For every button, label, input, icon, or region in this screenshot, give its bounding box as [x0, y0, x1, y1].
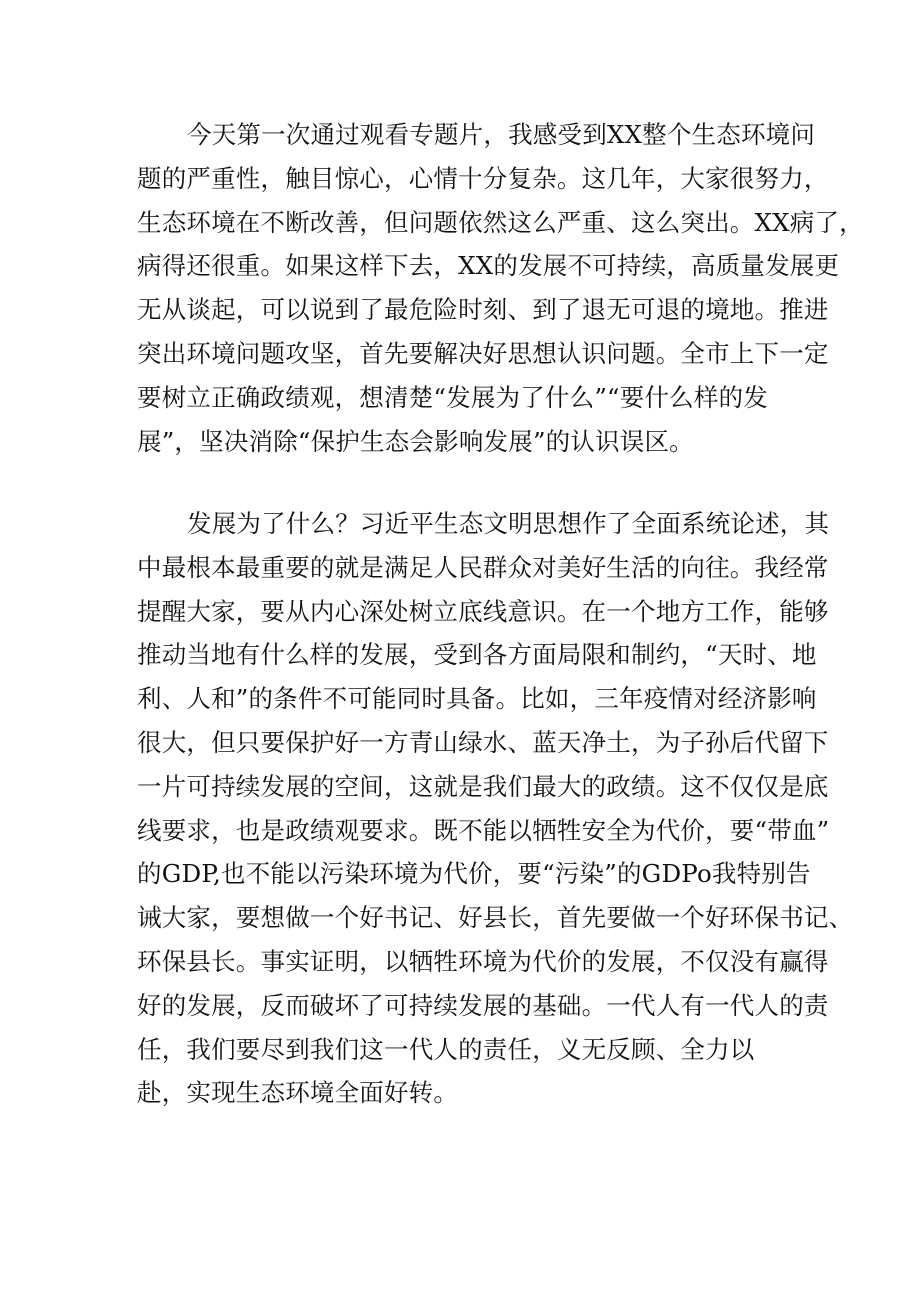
text-line: 利、人和”的条件不可能同时具备。比如，三年疫情对经济影响 [137, 684, 817, 714]
text-line: 提醒大家，要从内心深处树立底线意识。在一个地方工作，能够 [137, 596, 829, 626]
text-line: 发展为了什么？习近平生态文明思想作了全面系统论述，其 [187, 509, 830, 538]
text-line: 病得还很重。如果这样下去，XX的发展不可持续，高质量发展更 [137, 251, 840, 281]
text-line: 中最根本最重要的就是满足人民群众对美好生活的向往。我经常 [137, 552, 829, 582]
paragraph-2 [137, 502, 854, 1115]
text-line: 很大，但只要保护好一方青山绿水、蓝天净土，为子孙后代留下 [137, 727, 829, 757]
text-line: 突出环境问题攻坚，首先要解决好思想认识问题。全市上下一定 [137, 338, 829, 368]
text-line: 环保县长。事实证明，以牺牲环境为代价的发展，不仅没有赢得 [137, 946, 829, 976]
text-line: 要树立正确政绩观，想清楚“发展为了什么”“要什么样的发 [137, 382, 768, 412]
text-line: 今天第一次通过观看专题片，我感受到XX整个生态环境问 [187, 120, 816, 149]
paragraph-1 [137, 113, 864, 463]
text-line: 的GDP,也不能以污染环境为代价，要“污染”的GDPo我特别告 [137, 859, 811, 889]
text-line: 展”，坚决消除“保护生态会影响发展”的认识误区。 [137, 426, 694, 456]
text-line: 诫大家，要想做一个好书记、好县长，首先要做一个好环保书记、 [137, 903, 854, 933]
text-line: 推动当地有什么样的发展，受到各方面局限和制约，“天时、地 [137, 640, 817, 670]
text-line: 好的发展，反而破坏了可持续发展的基础。一代人有一代人的责 [137, 990, 829, 1020]
text-line: 任，我们要尽到我们这一代人的责任，义无反顾、全力以 [137, 1034, 755, 1064]
text-line: 生态环境在不断改善，但问题依然这么严重、这么突出。XX病了， [137, 207, 864, 237]
text-line: 题的严重性，触目惊心，心情十分复杂。这几年，大家很努力， [137, 163, 829, 193]
text-line: 赴，实现生态环境全面好转。 [137, 1078, 459, 1108]
text-line: 线要求，也是政绩观要求。既不能以牺牲安全为代价，要“带血” [137, 815, 830, 845]
text-line: 无从谈起，可以说到了最危险时刻、到了退无可退的境地。推进 [137, 295, 829, 325]
text-line: 一片可持续发展的空间，这就是我们最大的政绩。这不仅仅是底 [137, 771, 829, 801]
